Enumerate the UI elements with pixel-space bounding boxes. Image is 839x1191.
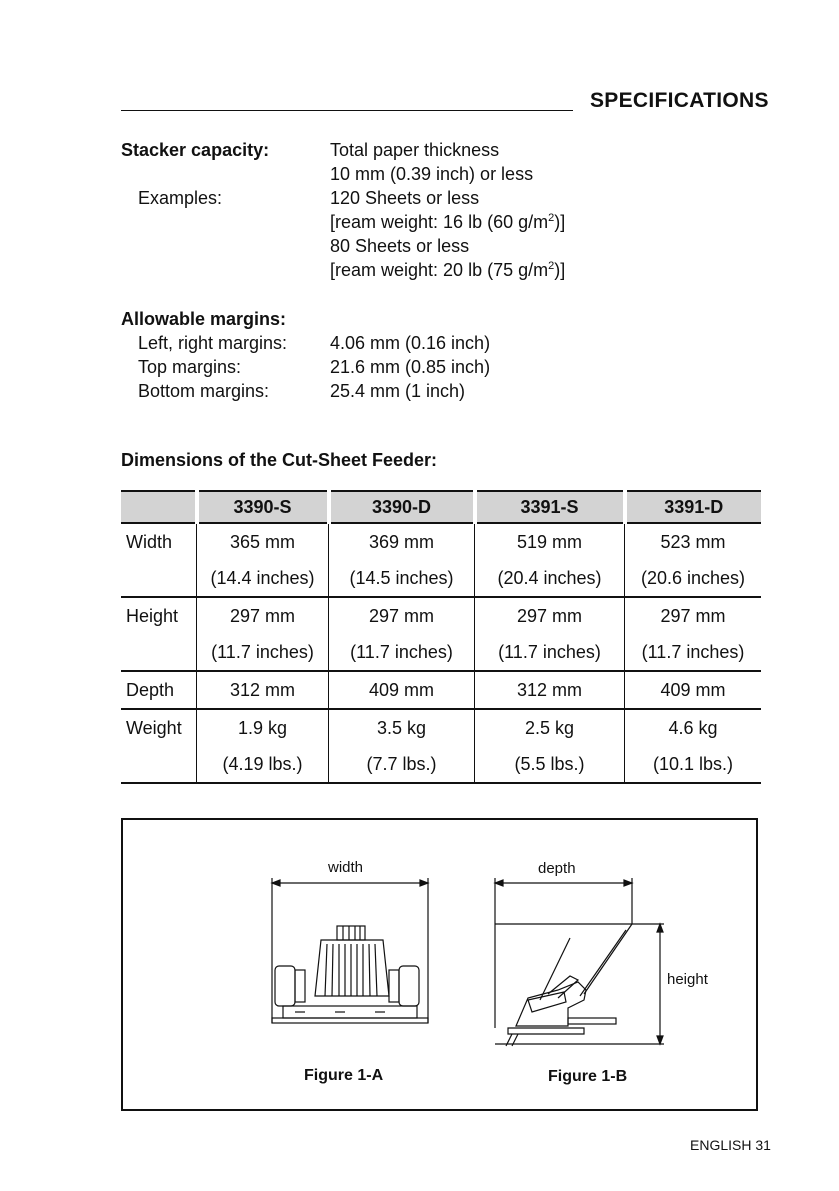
margin-name: Top margins: — [138, 357, 242, 377]
table-cell: 3.5 kg — [329, 709, 475, 746]
margins-label: Allowable margins: — [121, 309, 287, 329]
table-cell: 312 mm — [197, 671, 329, 709]
stacker-line-2: 10 mm (0.39 inch) or less — [330, 164, 534, 184]
row-label: Width — [126, 531, 173, 552]
row-label: Height — [126, 605, 179, 626]
table-header-cell: 3391-D — [625, 491, 762, 523]
table-cell: 4.6 kg — [625, 709, 762, 746]
dimensions-table — [121, 490, 761, 784]
table-header-row — [121, 491, 761, 523]
example-1: 120 Sheets or less — [330, 188, 480, 208]
table-cell: 312 mm — [475, 671, 625, 709]
table-row — [121, 597, 761, 634]
example-1-ream: [ream weight: 16 lb (60 $g/m^2$)] — [330, 212, 566, 232]
stacker-line-1: Total paper thickness — [330, 140, 500, 160]
table-cell: 1.9 kg — [197, 709, 329, 746]
table-header-cell: 3390-D — [329, 491, 475, 523]
table-header-empty — [121, 491, 197, 523]
figure-1b-caption: Figure 1-B — [548, 1068, 628, 1085]
row-label: Weight — [126, 717, 182, 738]
table-header-cell: 3391-S — [475, 491, 625, 523]
table-cell: (11.7 inches) — [625, 634, 762, 671]
margin-name: Left, right margins: — [138, 333, 288, 353]
table-cell: 519 mm — [475, 523, 625, 560]
table-cell: 409 mm — [625, 671, 762, 709]
table-cell: (10.1 lbs.) — [625, 746, 762, 783]
table-cell: (11.7 inches) — [329, 634, 475, 671]
margin-value: 25.4 mm (1 inch) — [330, 381, 466, 401]
example-2-ream: [ream weight: 20 lb (75 $g/m^2$)] — [330, 260, 566, 280]
table-cell: 369 mm — [329, 523, 475, 560]
stacker-label: Stacker capacity: — [121, 140, 270, 160]
table-row — [121, 671, 761, 709]
table-cell: 297 mm — [197, 597, 329, 634]
table-cell: 2.5 kg — [475, 709, 625, 746]
table-row — [121, 634, 761, 671]
table-row — [121, 709, 761, 746]
table-cell: (14.5 inches) — [329, 560, 475, 597]
table-cell: (20.4 inches) — [475, 560, 625, 597]
table-cell: (11.7 inches) — [475, 634, 625, 671]
page-footer: ENGLISH 31 — [690, 1137, 771, 1153]
table-cell: 365 mm — [197, 523, 329, 560]
table-cell: (11.7 inches) — [197, 634, 329, 671]
table-cell: (20.6 inches) — [625, 560, 762, 597]
table-header-cell: 3390-S — [197, 491, 329, 523]
table-cell: (7.7 lbs.) — [329, 746, 475, 783]
examples-label: Examples: — [138, 188, 223, 208]
depth-label: depth — [538, 860, 576, 877]
margin-value: 4.06 mm (0.16 inch) — [330, 333, 491, 353]
table-row — [121, 560, 761, 597]
table-row — [121, 746, 761, 783]
table-cell: 297 mm — [475, 597, 625, 634]
table-row — [121, 523, 761, 560]
table-cell: 297 mm — [329, 597, 475, 634]
table-cell: (4.19 lbs.) — [197, 746, 329, 783]
dimensions-title: Dimensions of the Cut-Sheet Feeder: — [121, 450, 438, 470]
width-label: width — [328, 859, 364, 876]
table-cell: 297 mm — [625, 597, 762, 634]
example-2: 80 Sheets or less — [330, 236, 470, 256]
page-title: SPECIFICATIONS — [590, 89, 769, 112]
table-cell: (14.4 inches) — [197, 560, 329, 597]
row-label: Depth — [121, 671, 197, 709]
figure-1a-caption: Figure 1-A — [304, 1067, 384, 1084]
margin-name: Bottom margins: — [138, 381, 270, 401]
feeder-side-diagram — [488, 878, 668, 1050]
table-cell: (5.5 lbs.) — [475, 746, 625, 783]
margin-value: 21.6 mm (0.85 inch) — [330, 357, 491, 377]
table-cell: 523 mm — [625, 523, 762, 560]
table-cell: 409 mm — [329, 671, 475, 709]
feeder-front-diagram — [265, 878, 437, 1050]
header-rule — [121, 110, 573, 111]
height-label: height — [667, 971, 708, 988]
